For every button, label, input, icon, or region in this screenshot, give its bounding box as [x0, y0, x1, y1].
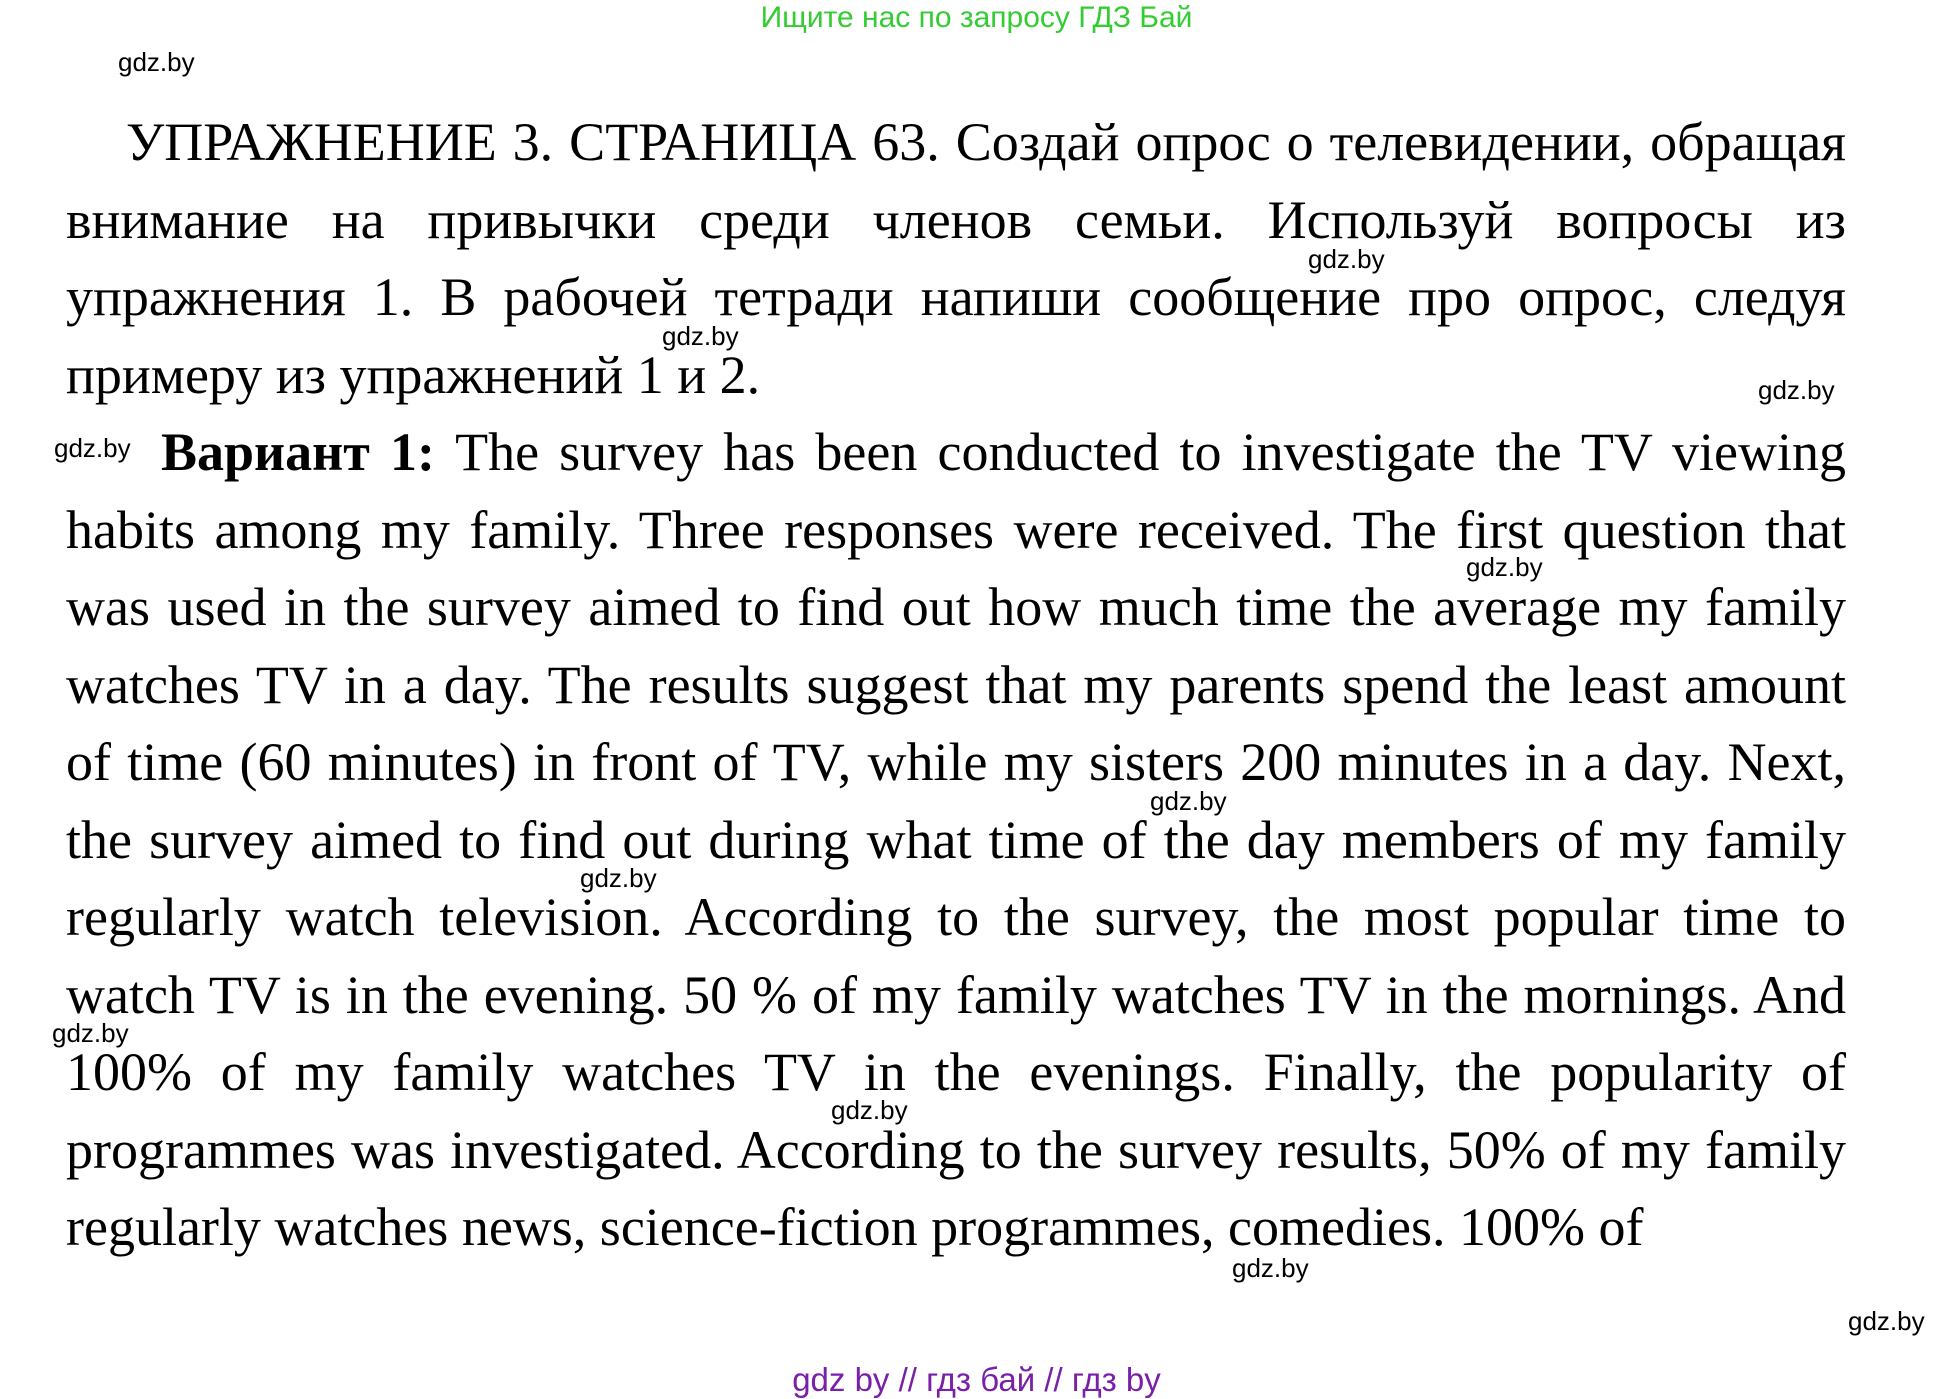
watermark: gdz.by: [1848, 1306, 1925, 1336]
watermark: gdz.by: [1232, 1253, 1309, 1283]
exercise-text: [66, 104, 1846, 1267]
watermark: gdz.by: [118, 47, 195, 77]
variant-label: Вариант 1:: [161, 422, 435, 482]
variant-text: The survey has been conducted to investigate the TV viewing habits among my family. Three responses were received. The first question that was used in the survey aimed to find out how much time the average my family watches TV in a day. The results suggest that my parents spend the least amount of time (60 minutes) in front of TV, while my sisters 200 minutes in a day. Next, the survey aimed to find out during what time of the day members of my family regularly watch television. According to the survey, the most popular time to watch TV is in the evening. 50 % of my family watches TV in the mornings. And 100% of my family watches TV in the evenings. Finally, the popularity of programmes was investigated. According to the survey results, 50% of my family regularly watches news, science-fiction programmes, comedies. 100% of: [66, 422, 1846, 1257]
footer: gdz by // гдз бай // гдз by: [792, 1361, 1161, 1398]
watermark: gdz.by: [1308, 244, 1385, 274]
variant-paragraph: [66, 414, 1846, 1267]
watermark: gdz.by: [831, 1095, 908, 1125]
watermark: gdz.by: [54, 433, 131, 463]
watermark: gdz.by: [1466, 552, 1543, 582]
watermark: gdz.by: [1150, 786, 1227, 816]
top-banner: Ищите нас по запросу ГДЗ Бай: [760, 1, 1193, 34]
watermark: gdz.by: [1758, 375, 1835, 405]
exercise-heading: УПРАЖНЕНИЕ 3. СТРАНИЦА 63. Создай опрос о телевидении, обращая внимание на привычки среди членов семьи. Используй вопросы из упражнения 1. В рабочей тетради напиши сообщение про опрос, следуя примеру из упражнений 1 и 2.: [66, 112, 1846, 405]
watermark: gdz.by: [52, 1018, 129, 1048]
watermark: gdz.by: [580, 863, 657, 893]
watermark: gdz.by: [662, 321, 739, 351]
